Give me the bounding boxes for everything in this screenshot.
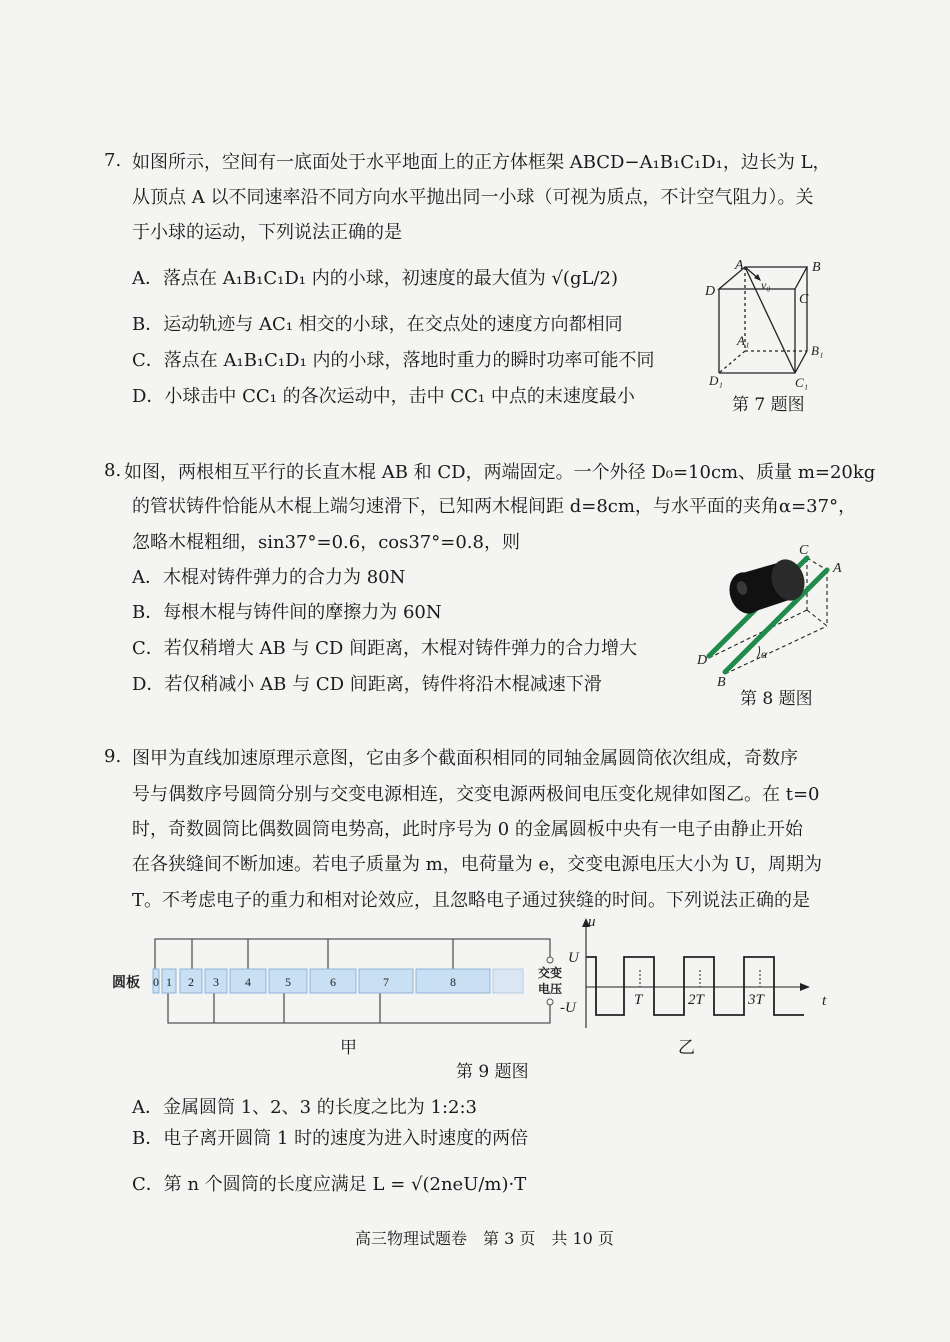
tube-label-8: 8 [450,975,456,989]
q9-stem-line-4: 在各狭缝间不断加速。若电子质量为 m，电荷量为 e，交变电源电压大小为 U，周期为 [132,854,823,875]
q9-option-c: C．第 n 个圆筒的长度应满足 L = √(2neU/m)·T [132,1174,527,1195]
q9-option-b: B．电子离开圆筒 1 时的速度为进入时速度的两倍 [132,1128,529,1149]
tube-casting [724,555,809,618]
q8-option-c: C．若仅稍增大 AB 与 CD 间距离，木棍对铸件弹力的合力增大 [132,638,638,659]
q9-yi-label: 乙 [678,1038,695,1058]
q8-option-a: A．木棍对铸件弹力的合力为 80N [132,567,406,588]
q7-number: 7. [104,150,122,171]
q8-number: 8. [104,460,122,481]
q8-label-c: C [799,543,809,558]
q7-label-d1: D₁ [709,373,723,388]
q9-voltage-graph [560,910,845,1035]
graph-label-t: t [822,993,827,1009]
q7-label-b1: B₁ [811,343,824,358]
page-footer: 高三物理试题卷 第 3 页 共 10 页 [355,1229,614,1248]
source-label-2: 电压 [538,982,563,996]
q9-stem-line-5: T。不考虑电子的重力和相对论效应，且忽略电子通过狭缝的时间。下列说法正确的是 [132,890,811,911]
tube-label-2: 2 [188,975,194,989]
graph-label-U: U [568,950,579,966]
q7-label-a1: A₁ [737,333,750,348]
tube-next [493,969,523,993]
graph-label-2T: 2T [688,992,704,1008]
q8-figure-caption: 第 8 题图 [740,689,813,709]
q7-stem-line-3: 于小球的运动，下列说法正确的是 [132,222,402,243]
tube-label-6: 6 [330,975,336,989]
q7-figure-caption: 第 7 题图 [732,395,805,415]
graph-label-u: u [588,914,596,930]
graph-label-3T: 3T [748,992,764,1008]
tube-label-0: 0 [153,975,159,989]
q8-label-alpha: α [761,647,768,661]
q9-jia-label: 甲 [340,1038,357,1058]
q7-option-b: B．运动轨迹与 AC₁ 相交的小球，在交点处的速度方向都相同 [132,314,623,335]
graph-label-negU: -U [560,1000,576,1016]
graph-label-T: T [634,992,643,1008]
q8-stem-line-3: 忽略木棍粗细，sin37°=0.6，cos37°=0.8，则 [132,532,520,553]
q7-option-c: C．落点在 A₁B₁C₁D₁ 内的小球，落地时重力的瞬时功率可能不同 [132,350,655,371]
source-label-1: 交变 [538,966,563,980]
q7-option-a: A．落点在 A₁B₁C₁D₁ 内的小球，初速度的最大值为 √(gL/2) [132,268,618,289]
tube-label-7: 7 [383,975,389,989]
q9-figure-caption: 第 9 题图 [456,1062,529,1082]
q7-option-d: D．小球击中 CC₁ 的各次运动中，击中 CC₁ 中点的末速度最小 [132,386,635,407]
q9-stem-line-1: 图甲为直线加速原理示意图，它由多个截面积相同的同轴金属圆筒依次组成，奇数序 [132,748,798,769]
tube-label-3: 3 [213,975,219,989]
tube-row [153,969,523,993]
q8-option-d: D．若仅稍减小 AB 与 CD 间距离，铸件将沿木棍减速下滑 [132,674,602,695]
q7-label-a: A [735,258,744,273]
q8-rods-figure [695,540,855,688]
tube-label-4: 4 [245,975,251,989]
q7-label-c1: C₁ [795,375,809,390]
q9-stem-line-2: 号与偶数序号圆筒分别与交变电源相连，交变电源两极间电压变化规律如图乙。在 t=0 [132,784,820,805]
q8-label-b: B [717,675,726,688]
q9-accelerator-figure [110,925,580,1035]
q7-label-b: B [812,260,821,275]
q7-label-d: D [705,284,716,299]
q9-stem-line-3: 时，奇数圆筒比偶数圆筒电势高，此时序号为 0 的金属圆板中央有一电子由静止开始 [132,819,803,840]
q7-stem-line-2: 从顶点 A 以不同速率沿不同方向水平抛出同一小球（可视为质点，不计空气阻力）。关 [132,187,814,208]
q8-label-a: A [833,561,842,576]
q9-number: 9. [104,746,122,767]
tube-label-5: 5 [285,975,291,989]
plate-label: 圆板 [112,976,140,991]
q8-label-d: D [697,653,708,668]
q8-stem-line-2: 的管状铸件恰能从木棍上端匀速滑下，已知两木棍间距 d=8cm，与水平面的夹角α=37°， [132,496,857,517]
q7-label-c: C [799,292,809,307]
q8-stem-line-1: 如图，两根相互平行的长直木棍 AB 和 CD，两端固定。一个外径 D₀=10cm、质量 m=20kg [124,462,876,483]
q9-option-a: A．金属圆筒 1、2、3 的长度之比为 1:2:3 [132,1097,478,1118]
q7-cube-figure [695,255,845,395]
q7-label-v0: v₀ [761,278,771,292]
tube-label-1: 1 [166,975,172,989]
q8-option-b: B．每根木棍与铸件间的摩擦力为 60N [132,602,442,623]
q7-stem-line-1: 如图所示，空间有一底面处于水平地面上的正方体框架 ABCD−A₁B₁C₁D₁，边长为 L， [132,152,831,173]
